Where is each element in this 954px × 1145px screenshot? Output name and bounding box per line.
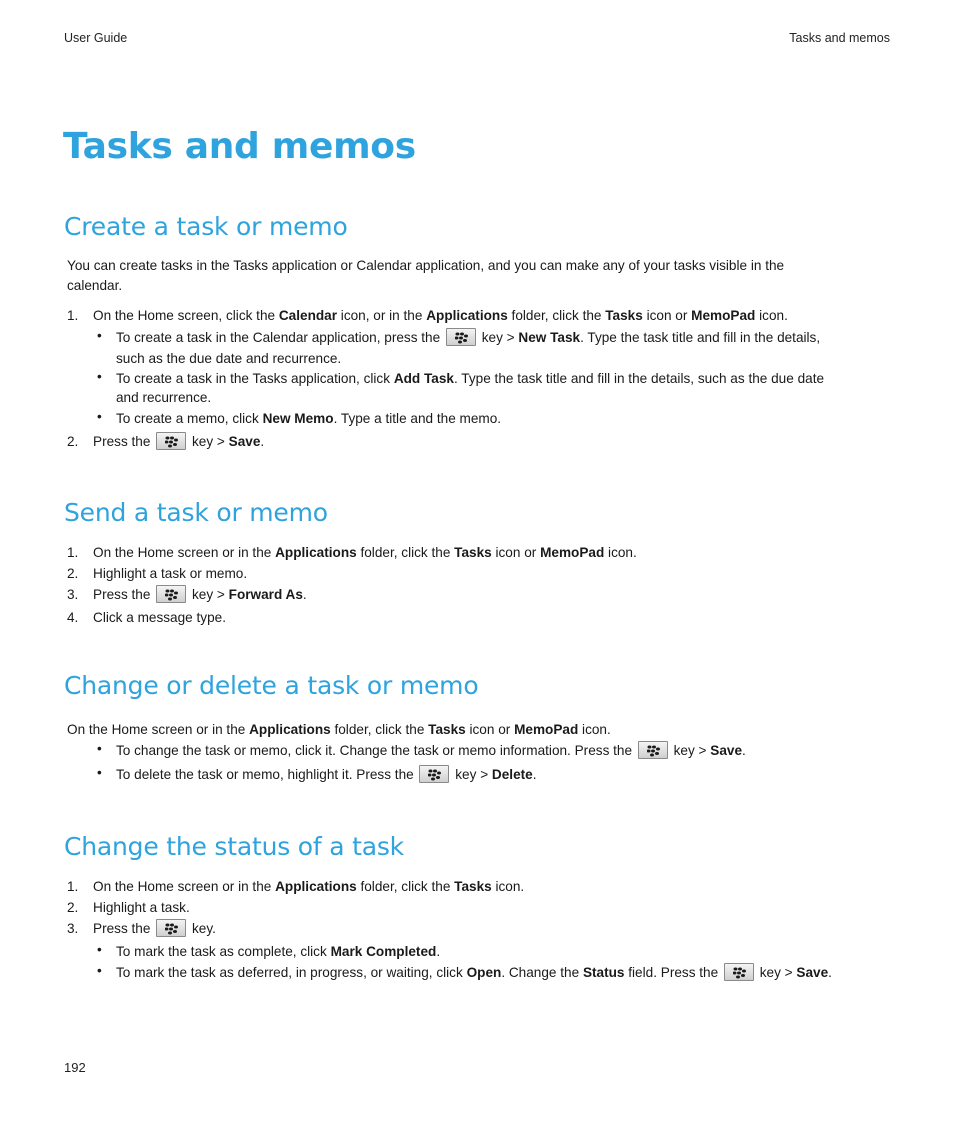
status-bullet-1: To mark the task as complete, click Mark Completed. [116,944,441,959]
step-number: 3. [67,921,79,936]
create-step-1: On the Home screen, click the Calendar icon, or in the Applications folder, click the Tasks icon or MemoPad icon. [93,308,788,323]
create-bullet-1: To create a task in the Calendar application, press the key > New Task. Type the task title and fill in the details, [116,330,821,345]
section-title-send: Send a task or memo [64,498,328,527]
bullet: • [97,942,102,957]
create-step-2: Press the key > Save. [93,434,265,449]
section-title-change: Change or delete a task or memo [64,671,479,700]
status-bullet-2: To mark the task as deferred, in progress, or waiting, click Open. Change the Status field. Press the key > Save. [116,965,832,980]
create-bullet-2-cont: and recurrence. [116,390,212,405]
bullet: • [97,963,102,978]
blackberry-menu-key-icon [724,963,754,981]
create-intro-line-1: You can create tasks in the Tasks application or Calendar application, and you can make any of your tasks visible in the [67,258,785,273]
page-title: Tasks and memos [63,126,416,167]
create-bullet-3: To create a memo, click New Memo. Type a title and the memo. [116,411,502,426]
section-title-status: Change the status of a task [64,832,404,861]
step-number: 1. [67,545,79,560]
change-bullet-2: To delete the task or memo, highlight it. Press the key > Delete. [116,767,537,782]
step-number: 2. [67,434,79,449]
blackberry-menu-key-icon [156,585,186,603]
step-number: 2. [67,900,79,915]
send-step-1: On the Home screen or in the Applications folder, click the Tasks icon or MemoPad icon. [93,545,637,560]
blackberry-menu-key-icon [638,741,668,759]
bullet: • [97,328,102,343]
bullet: • [97,369,102,384]
step-number: 4. [67,610,79,625]
send-step-2: Highlight a task or memo. [93,566,248,581]
send-step-4: Click a message type. [93,610,226,625]
status-step-3: Press the key. [93,921,216,936]
bullet: • [97,409,102,424]
create-intro-line-2: calendar. [67,278,123,293]
blackberry-menu-key-icon [156,919,186,937]
bullet: • [97,765,102,780]
change-intro: On the Home screen or in the Applications folder, click the Tasks icon or MemoPad icon. [67,722,611,737]
step-number: 3. [67,587,79,602]
running-header-right: Tasks and memos [789,31,890,45]
status-step-2: Highlight a task. [93,900,190,915]
step-number: 1. [67,308,79,323]
create-bullet-1-cont: such as the due date and recurrence. [116,351,342,366]
section-title-create: Create a task or memo [64,212,348,241]
status-step-1: On the Home screen or in the Applications folder, click the Tasks icon. [93,879,525,894]
blackberry-menu-key-icon [419,765,449,783]
send-step-3: Press the key > Forward As. [93,587,307,602]
bullet: • [97,741,102,756]
blackberry-menu-key-icon [446,328,476,346]
change-bullet-1: To change the task or memo, click it. Change the task or memo information. Press the key > Save. [116,743,746,758]
step-number: 1. [67,879,79,894]
blackberry-menu-key-icon [156,432,186,450]
step-number: 2. [67,566,79,581]
create-bullet-2: To create a task in the Tasks application, click Add Task. Type the task title and fill in the details, such as the due date [116,371,825,386]
running-header-left: User Guide [64,31,128,45]
page-number: 192 [64,1060,86,1075]
